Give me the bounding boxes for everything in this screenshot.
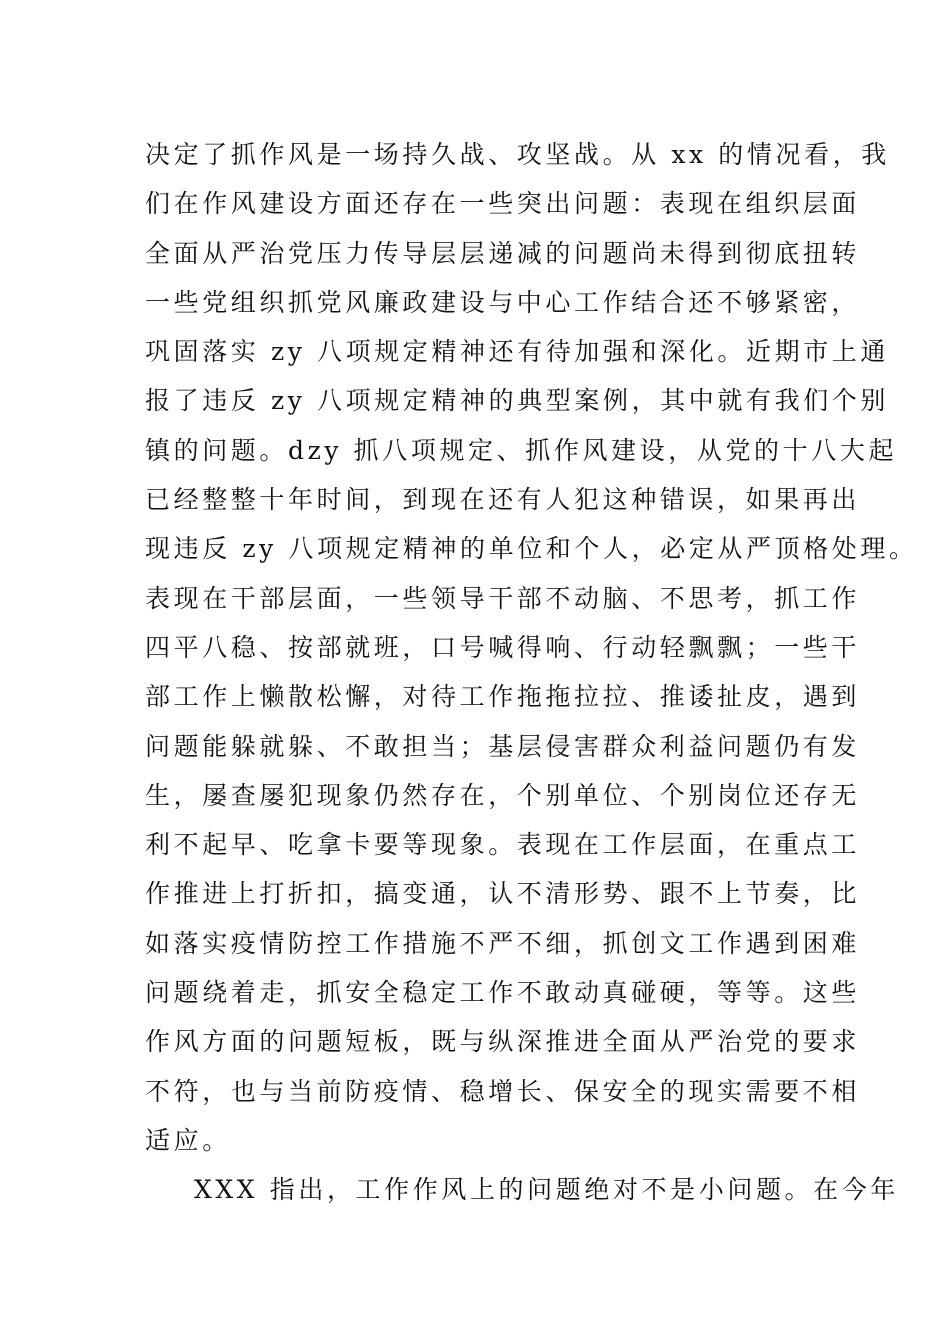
text-line: 如落实疫情防控工作措施不严不细，抓创文工作遇到困难 [145, 928, 861, 958]
text-line: 已经整整十年时间，到现在还有人犯这种错误，如果再出 [145, 485, 861, 515]
text-line: 不符，也与当前防疫情、稳增长、保安全的现实需要不相 [145, 1076, 861, 1106]
text-line: 四平八稳、按部就班，口号喊得响、行动轻飘飘；一些干 [145, 632, 861, 662]
paragraph-start-line: XXX 指出，工作作风上的问题绝对不是小问题。在今年 [194, 1175, 899, 1205]
text-line: 作风方面的问题短板，既与纵深推进全面从严治党的要求 [145, 1027, 861, 1057]
text-line: 问题绕着走，抓安全稳定工作不敢动真碰硬，等等。这些 [145, 978, 861, 1008]
text-line: 作推进上打折扣，搞变通，认不清形势、跟不上节奏，比 [145, 879, 861, 909]
text-line: 问题能躲就躲、不敢担当；基层侵害群众利益问题仍有发 [145, 731, 861, 761]
body-text [145, 130, 918, 1215]
text-line: 报了违反 zy 八项规定精神的典型案例，其中就有我们个别 [145, 386, 889, 416]
text-line: 部工作上懒散松懈，对待工作拖拖拉拉、推诿扯皮，遇到 [145, 682, 861, 712]
text-line: 适应。 [145, 1125, 231, 1155]
text-line: 全面从严治党压力传导层层递减的问题尚未得到彻底扭转 [145, 238, 861, 268]
text-line: 生，屡查屡犯现象仍然存在，个别单位、个别岗位还存无 [145, 780, 861, 810]
text-line: 巩固落实 zy 八项规定精神还有待加强和深化。近期市上通 [145, 337, 889, 367]
text-line: 一些党组织抓党风廉政建设与中心工作结合还不够紧密， [145, 287, 861, 317]
text-line: 利不起早、吃拿卡要等现象。表现在工作层面，在重点工 [145, 830, 861, 860]
text-line: 们在作风建设方面还存在一些突出问题：表现在组织层面 [145, 189, 861, 219]
text-line: 现违反 zy 八项规定精神的单位和个人，必定从严顶格处理。 [145, 534, 918, 564]
text-line: 表现在干部层面，一些领导干部不动脑、不思考，抓工作 [145, 583, 861, 613]
text-line: 决定了抓作风是一场持久战、攻坚战。从 xx 的情况看，我 [145, 140, 890, 169]
text-line: 镇的问题。dzy 抓八项规定、抓作风建设，从党的十八大起 [145, 435, 898, 465]
